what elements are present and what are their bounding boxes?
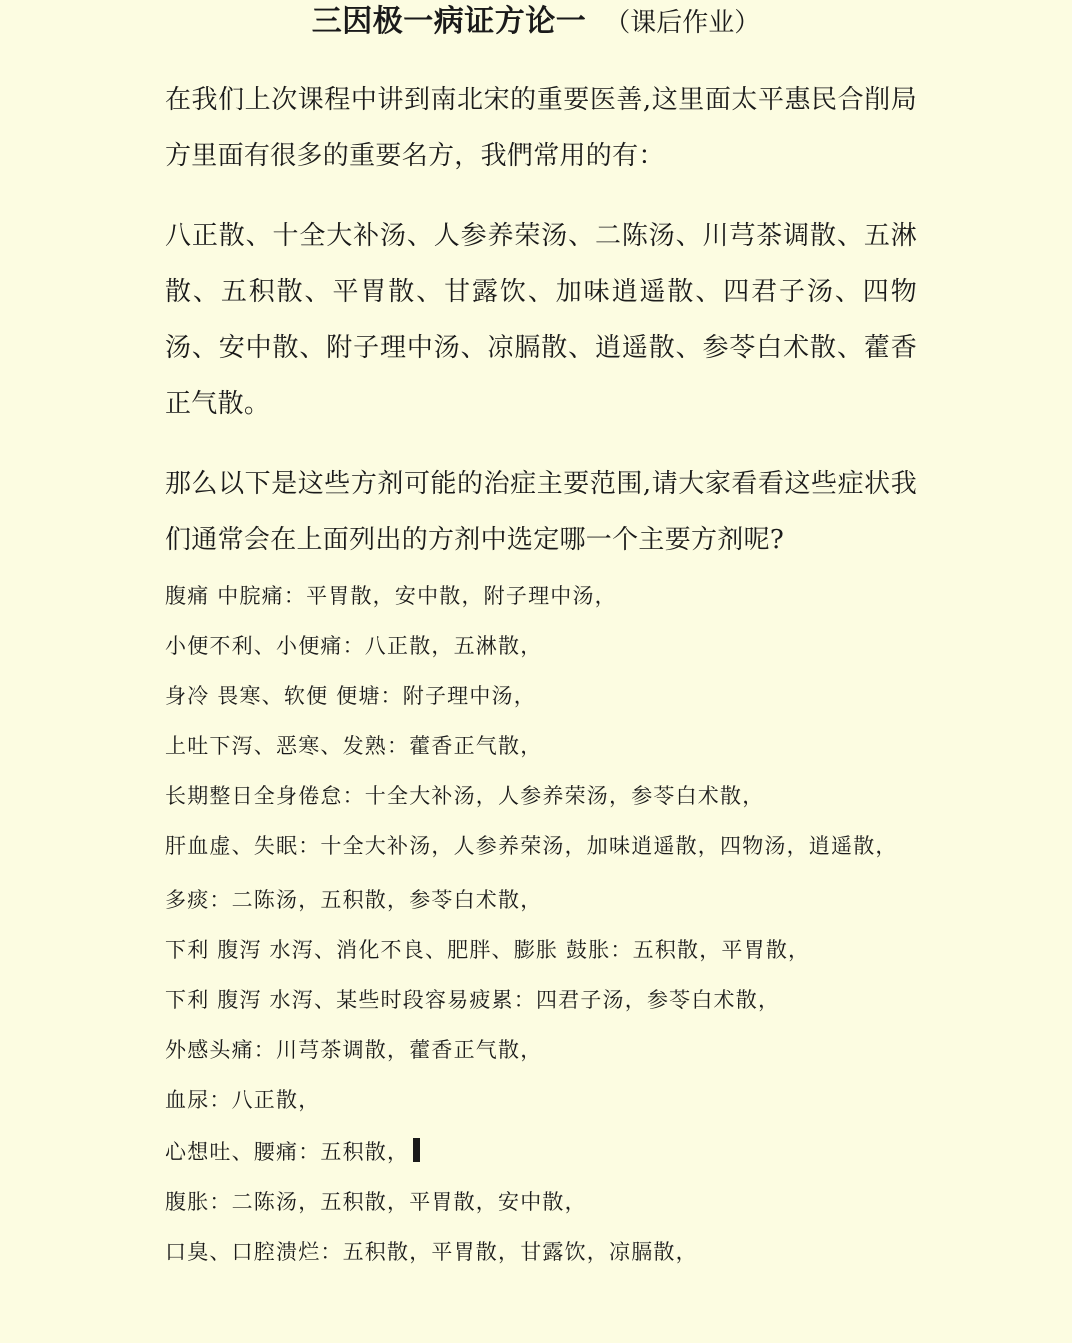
question-paragraph: 那么以下是这些方剂可能的治症主要范围,请大家看看这些症状我们通常会在上面列出的方剂中选定哪一个主要方剂呢?: [165, 469, 917, 555]
list-item-text: 腹痛 中脘痛：平胃散，安中散，附子理中汤，: [165, 584, 617, 608]
list-item-text: 长期整日全身倦怠：十全大补汤，人参养荣汤，参苓白术散，: [165, 784, 765, 808]
title-row: [0, 0, 1072, 44]
list-item-text: 口臭、口腔溃烂：五积散，平胃散，甘露饮，凉膈散，: [165, 1240, 698, 1264]
list-item-text: 肝血虚、失眠：十全大补汤，人参养荣汤，加味逍遥散，四物汤，逍遥散，: [165, 834, 898, 858]
list-item: [165, 1138, 917, 1165]
page-title: 三因极一病证方论一: [311, 4, 587, 39]
list-item-text: 心想吐、腰痛：五积散，: [165, 1140, 410, 1164]
list-item: [165, 734, 917, 759]
list-item-text: 多痰：二陈汤，五积散，参苓白术散，: [165, 888, 543, 912]
list-item: [165, 938, 917, 963]
list-item: [165, 1088, 917, 1113]
list-item: [165, 1190, 917, 1215]
list-item-text: 腹胀：二陈汤，五积散，平胃散，安中散，: [165, 1190, 587, 1214]
list-item: [165, 888, 917, 913]
intro-paragraph: 在我们上次课程中讲到南北宋的重要医善,这里面太平惠民合削局方里面有很多的重要名方，我們常用的有：: [165, 85, 917, 171]
symptom-formula-list: [165, 584, 917, 1265]
list-item-text: 小便不利、小便痛：八正散，五淋散，: [165, 634, 543, 658]
document-body: [165, 72, 917, 1290]
list-item-text: 下利 腹泻 水泻、某些时段容易疲累：四君子汤，参苓白术散，: [165, 988, 781, 1012]
formula-list-paragraph: 八正散、十全大补汤、人参养荣汤、二陈汤、川芎茶调散、五淋散、五积散、平胃散、甘露饮、加味逍遥散、四君子汤、四物汤、安中散、附子理中汤、凉膈散、逍遥散、参苓白术散、藿香正气散。: [165, 221, 917, 419]
list-item-text: 身冷 畏寒、软便 便塘：附子理中汤，: [165, 684, 536, 708]
list-item-text: 下利 腹泻 水泻、消化不良、肥胖、膨胀 鼓胀：五积散，平胃散，: [165, 938, 811, 962]
list-item: [165, 784, 917, 809]
text-cursor: [413, 1138, 420, 1162]
list-item-text: 外感头痛：川芎茶调散，藿香正气散，: [165, 1038, 543, 1062]
list-item: [165, 584, 917, 609]
list-item: [165, 684, 917, 709]
list-item-text: 血尿：八正散，: [165, 1088, 321, 1112]
list-item: [165, 1038, 917, 1063]
list-item: [165, 834, 917, 859]
list-item: [165, 1240, 917, 1265]
list-item: [165, 634, 917, 659]
page-subtitle: （课后作业）: [604, 8, 761, 38]
list-item: [165, 988, 917, 1013]
list-item-text: 上吐下泻、恶寒、发熟：藿香正气散，: [165, 734, 543, 758]
